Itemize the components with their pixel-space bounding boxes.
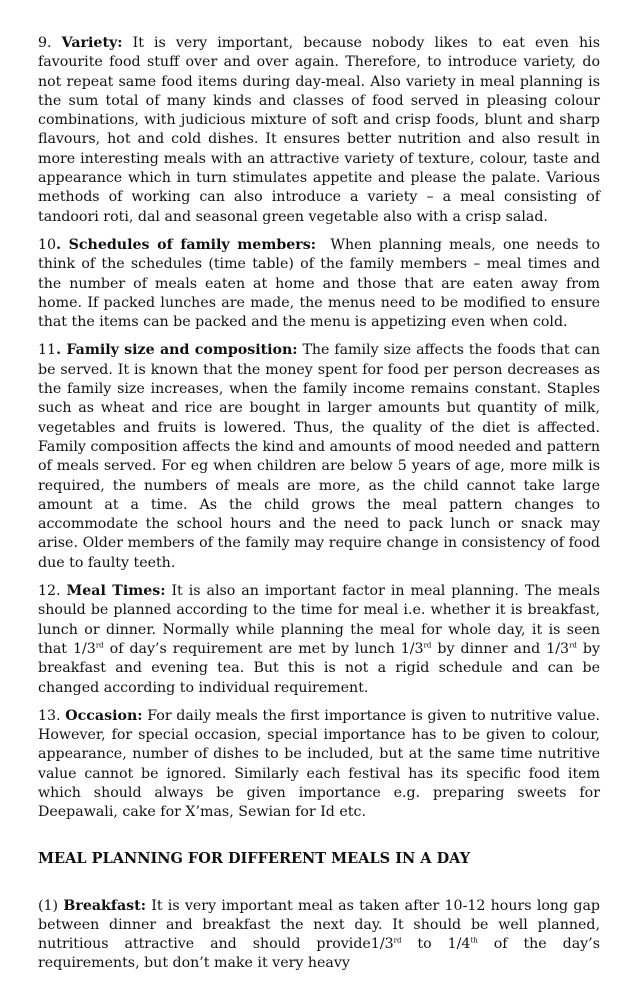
ordinal-suffix: rd: [95, 641, 104, 650]
paragraph-text: of the day’s requirements, but don’t make it very heavy: [38, 936, 600, 972]
paragraph-schedules: [38, 236, 600, 332]
paragraph-text: It is very important meal as taken after 10-12 hours long gap between dinner and breakfast the next day. It should be well planned, nutritious attractive and should provide1/3: [38, 897, 600, 953]
paragraph-breakfast: [38, 897, 600, 974]
paragraph-number: (1): [38, 897, 59, 914]
paragraph-variety: [38, 34, 600, 227]
paragraph-text: of day’s requirement are met by lunch 1/3: [103, 640, 424, 657]
ordinal-suffix: rd: [393, 936, 402, 945]
ordinal-suffix: rd: [423, 641, 432, 650]
paragraph-meal-times: [38, 582, 600, 698]
paragraph-number: 10: [38, 236, 57, 253]
paragraph-text: It is very important, because nobody likes to eat even his favourite food stuff over and over again. Therefore, to introduce variety, do not repeat same food items during day-meal. Also variety in meal planning is the sum total of many kinds and classes of food served in pleasing colour combinations, with judicious mixture of soft and crisp foods, blunt and sharp flavours, hot and cold dishes. It ensures better nutrition and also result in more interesting meals with an attractive variety of texture, colour, taste and appearance which in turn stimulates appetite and please the palate. Various methods of working can also introduce a variety – a meal consisting of tandoori roti, dal and seasonal green vegetable also with a crisp salad.: [38, 35, 600, 225]
paragraph-text: For daily meals the first importance is given to nutritive value. However, for special occasion, special importance has to be given to colour, appearance, number of dishes to be included, but at the same time nutritive value cannot be ignored. Similarly each festival has its specific food item which should always be given importance e.g. preparing sweets for Deepawali, cake for X’mas, Sewian for Id etc.: [38, 707, 601, 821]
paragraph-number: 13.: [38, 707, 61, 724]
document-page: [38, 34, 600, 983]
paragraph-text: When planning meals, one needs to think of the schedules (time table) of the family members – meal times and the number of meals eaten at home and those that are eaten away from home. If packed lunches are made, the menus need to be modified to ensure that the items can be packed and the menu is appetizing even when cold.: [38, 236, 600, 331]
paragraph-number: 9.: [38, 35, 52, 51]
ordinal-suffix: th: [470, 936, 478, 945]
paragraph-occasion: [38, 707, 600, 823]
section-heading: MEAL PLANNING FOR DIFFERENT MEALS IN A DAY: [38, 849, 471, 867]
paragraph-title: Meal Times:: [66, 583, 166, 600]
paragraph-title: Occasion:: [65, 707, 143, 724]
paragraph-number: 12.: [38, 583, 61, 600]
ordinal-suffix: rd: [569, 641, 577, 650]
paragraph-title: Variety:: [61, 35, 123, 51]
paragraph-title: . Schedules of family members:: [56, 236, 316, 253]
paragraph-text: to 1/4: [401, 936, 471, 953]
paragraph-text: by breakfast and evening tea. But this is not a rigid schedule and can be changed according to individual requirement.: [38, 640, 600, 696]
paragraph-title: . Family size and composition:: [56, 342, 298, 359]
paragraph-text: The family size affects the foods that can be served. It is known that the money spent for food per person decreases as the family size increases, when the family income remains constant. Staples such as wheat and rice are bought in larger amounts but quantity of milk, vegetables and fruits is lowered. Thus, the quality of the diet is affected. Family composition affects the kind and amounts of mood needed and pattern of meals served. For eg when children are below 5 years of age, more milk is required, the numbers of meals are more, as the child cannot take large amount at a time. As the child grows the meal pattern changes to accommodate the school hours and the need to pack lunch or snack may arise. Older members of the family may require change in consistency of food due to faulty teeth.: [38, 342, 600, 571]
paragraph-text: by dinner and 1/3: [431, 640, 570, 657]
paragraph-text: It is also an important factor in meal planning. The meals should be planned according to the time for meal i.e. whether it is breakfast, lunch or dinner. Normally while planning the meal for whole day, it is seen that 1/3: [38, 583, 600, 657]
paragraph-family-size: [38, 341, 600, 573]
paragraph-title: Breakfast:: [63, 897, 146, 914]
paragraph-number: 11: [38, 342, 57, 359]
